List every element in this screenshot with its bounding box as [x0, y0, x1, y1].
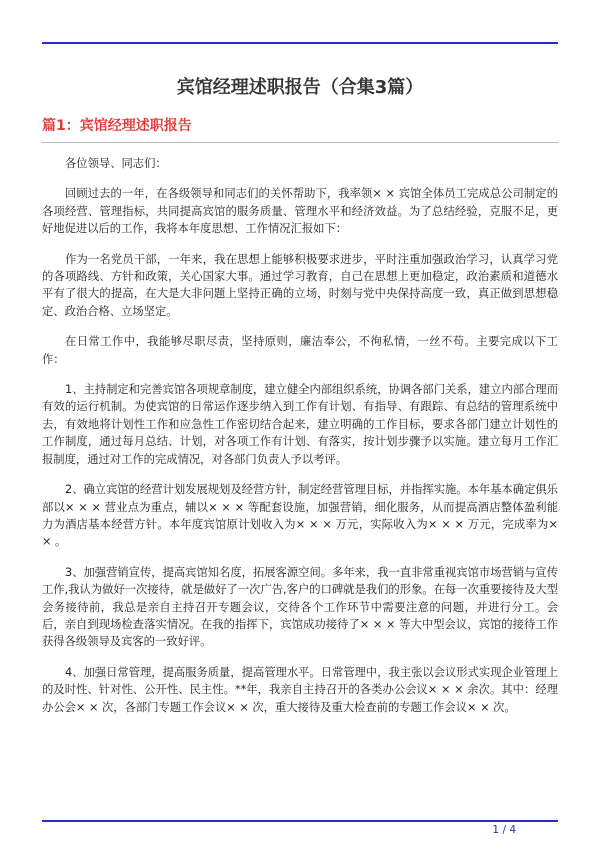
- paragraph: 在日常工作中，我能够尽职尽责，坚持原则，廉洁奉公，不徇私情，一丝不苟。主要完成以下工作：: [42, 335, 558, 366]
- document-title: 宾馆经理述职报告（合集3篇）: [176, 77, 424, 98]
- page-indicator: 1 / 4: [492, 824, 516, 836]
- document-body: [42, 76, 558, 716]
- paragraph: 作为一名党员干部，一年来，我在思想上能够积极要求进步，平时注重加强政治学习，认真学习党的各项路线、方针和政策，关心国家大事。通过学习教育，自己在思想上更加稳定，政治素质和道德水平有了很大的提高，在大是大非问题上坚持正确的立场，时刻与党中央保持高度一致，真正做到思想稳定、政治合格、立场坚定。: [42, 252, 558, 318]
- paragraph: 2、确立宾馆的经营计划发展规划及经营方针，制定经营管理目标，并指挥实施。本年基本确定俱乐部以× × × 营业点为重点，辅以× × × 等配套设施，加强营销，细化服务，从而提高酒店整体盈利能力为酒店基本经营方针。本年度宾馆原计划收入为× × × 万元，实际收入为× × × 万元，完成率为× × 。: [42, 483, 558, 549]
- header-rule: [42, 42, 558, 44]
- section-heading: 篇1：宾馆经理述职报告: [42, 118, 192, 134]
- salutation: 各位领导、同志们：: [65, 157, 167, 170]
- paragraph: 回顾过去的一年，在各级领导和同志们的关怀帮助下，我率领× × 宾馆全体员工完成总公司制定的各项经营、管理指标，共同提高宾馆的服务质量、管理水平和经济效益。为了总结经验，克服不足，更好地促进以后的工作，我将本年度思想、工作情况汇报如下：: [42, 187, 558, 236]
- footer-rule: [42, 820, 558, 822]
- paragraph: 4、加强日常管理，提高服务质量，提高管理水平。日常管理中，我主张以会议形式实现企业管理上的及时性、针对性、公开性、民主性。**年，我亲自主持召开的各类办公会议× × × 余次。其中：经理办公会× × 次，各部门专题工作会议× × 次，重大接待及重大检查前的专题工作会议× × 次。: [42, 665, 558, 714]
- section-divider: [42, 142, 558, 143]
- paragraph: 3、加强营销宣传，提高宾馆知名度，拓展客源空间。多年来，我一直非常重视宾馆市场营销与宣传工作,我认为做好一次接待，就是做好了一次广告,客户的口碑就是我们的形象。在每一次重要接待及大型会务接待前，我总是亲自主持召开专题会议，交待各个工作环节中需要注意的问题，并进行分工。会后，亲自到现场检查落实情况。在我的指挥下，宾馆成功接待了× × × 等大中型会议，宾馆的接待工作获得各级领导及宾客的一致好评。: [42, 565, 558, 649]
- paragraph: 1、主持制定和完善宾馆各项规章制度，建立健全内部组织系统，协调各部门关系，建立内部合理而有效的运行机制。为使宾馆的日常运作逐步纳入到工作有计划、有指导、有跟踪、有总结的管理系统中去，有效地将计划性工作和应急性工作密切结合起来，建立明确的工作目标，要求各部门建立计划性的工作制度，通过每月总结、计划，对各项工作有计划、有落实，按计划步骤予以实施。建立每月工作汇报制度，通过对工作的完成情况，对各部门负责人予以考评。: [42, 383, 558, 466]
